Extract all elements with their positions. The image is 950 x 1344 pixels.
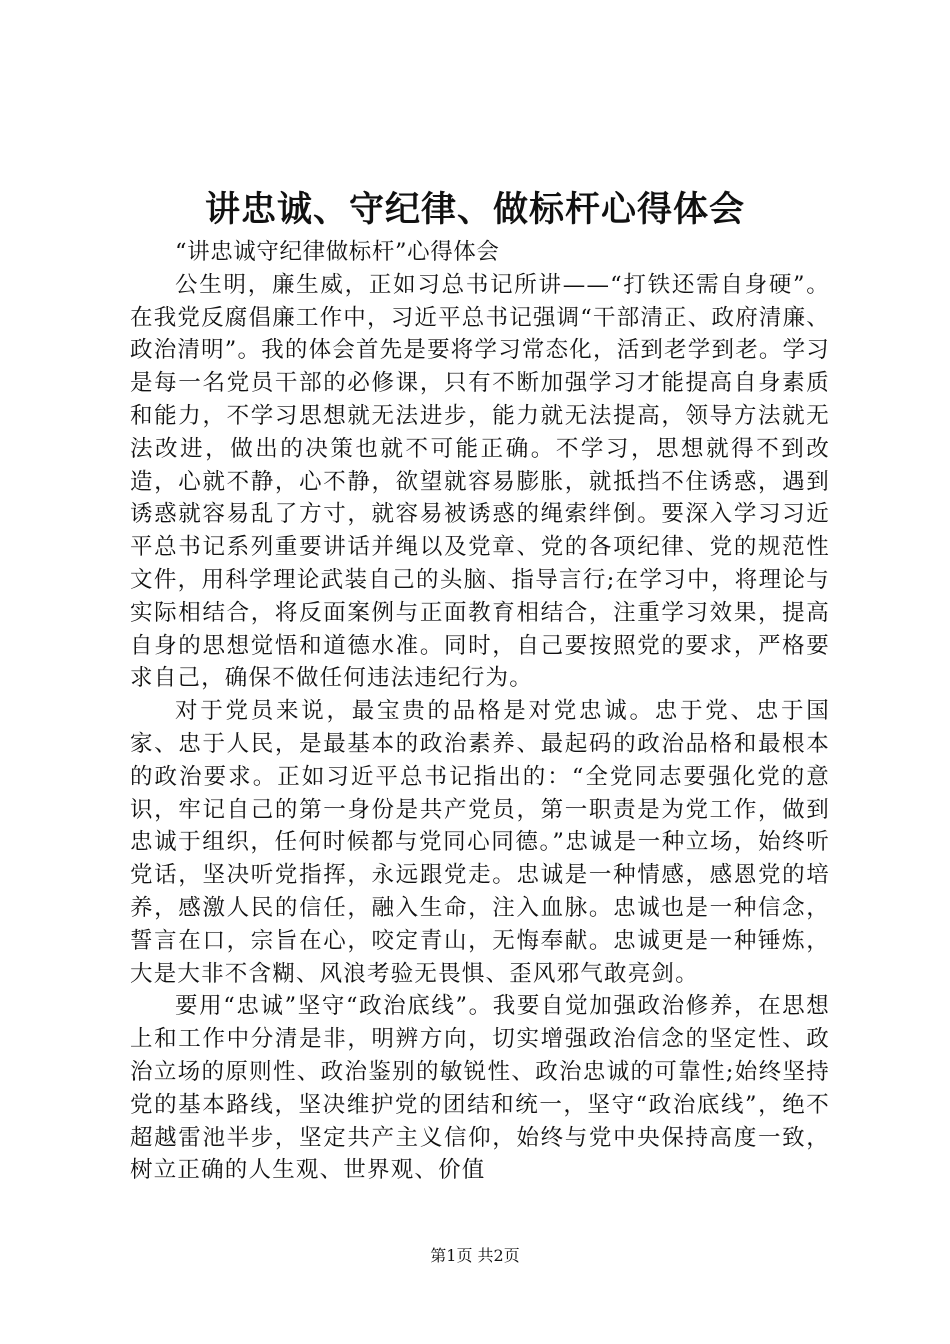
paragraph-3: 要用“忠诚”坚守“政治底线”。我要自觉加强政治修养，在思想上和工作中分清是非，明辨方向，切实增强政治信念的坚定性、政治立场的原则性、政治鉴别的敏锐性、政治忠诚的可靠性;始终坚持党的基本路线，坚决维护党的团结和统一，坚守“政治底线”，绝不超越雷池半步，坚定共产主义信仰，始终与党中央保持高度一致，树立正确的人生观、世界观、价值: [130, 993, 830, 1184]
page-number-footer: 第1页 共2页: [430, 1246, 520, 1265]
paragraph-1: 公生明，廉生威，正如习总书记所讲——“打铁还需自身硬”。在我党反腐倡廉工作中，习近平总书记强调“干部清正、政府清廉、政治清明”。我的体会首先是要将学习常态化，活到老学到老。学习是每一名党员干部的必修课，只有不断加强学习才能提高自身素质和能力，不学习思想就无法进步，能力就无法提高，领导方法就无法改进，做出的决策也就不可能正确。不学习，思想就得不到改造，心就不静，心不静，欲望就容易膨胀，就抵挡不住诱惑，遇到诱惑就容易乱了方寸，就容易被诱惑的绳索绊倒。要深入学习习近平总书记系列重要讲话并绳以及党章、党的各项纪律、党的规范性文件，用科学理论武装自己的头脑、指导言行;在学习中，将理论与实际相结合，将反面案例与正面教育相结合，注重学习效果，提高自身的思想觉悟和道德水准。同时，自己要按照党的要求，严格要求自己，确保不做任何违法违纪行为。: [130, 271, 831, 692]
paragraph-2: 对于党员来说，最宝贵的品格是对党忠诚。忠于党、忠于国家、忠于人民，是最基本的政治素养、最起码的政治品格和最根本的政治要求。正如习近平总书记指出的：“全党同志要强化党的意识，牢记自己的第一身份是共产党员，第一职责是为党工作，做到忠诚于组织，任何时候都与党同心同德。”忠诚是一种立场，始终听党话，坚决听党指挥，永远跟党走。忠诚是一种情感，感恩党的培养，感激人民的信任，融入生命，注入血脉。忠诚也是一种信念，誓言在口，宗旨在心，咬定青山，无悔奉献。忠诚更是一种锤炼，大是大非不含糊、风浪考验无畏惧、歪风邪气敢亮剑。: [130, 698, 830, 987]
document-subtitle: “讲忠诚守纪律做标杆”心得体会: [175, 239, 500, 265]
page-title: 讲忠诚、守纪律、做标杆心得体会: [204, 189, 745, 230]
document-body: [130, 236, 830, 1187]
